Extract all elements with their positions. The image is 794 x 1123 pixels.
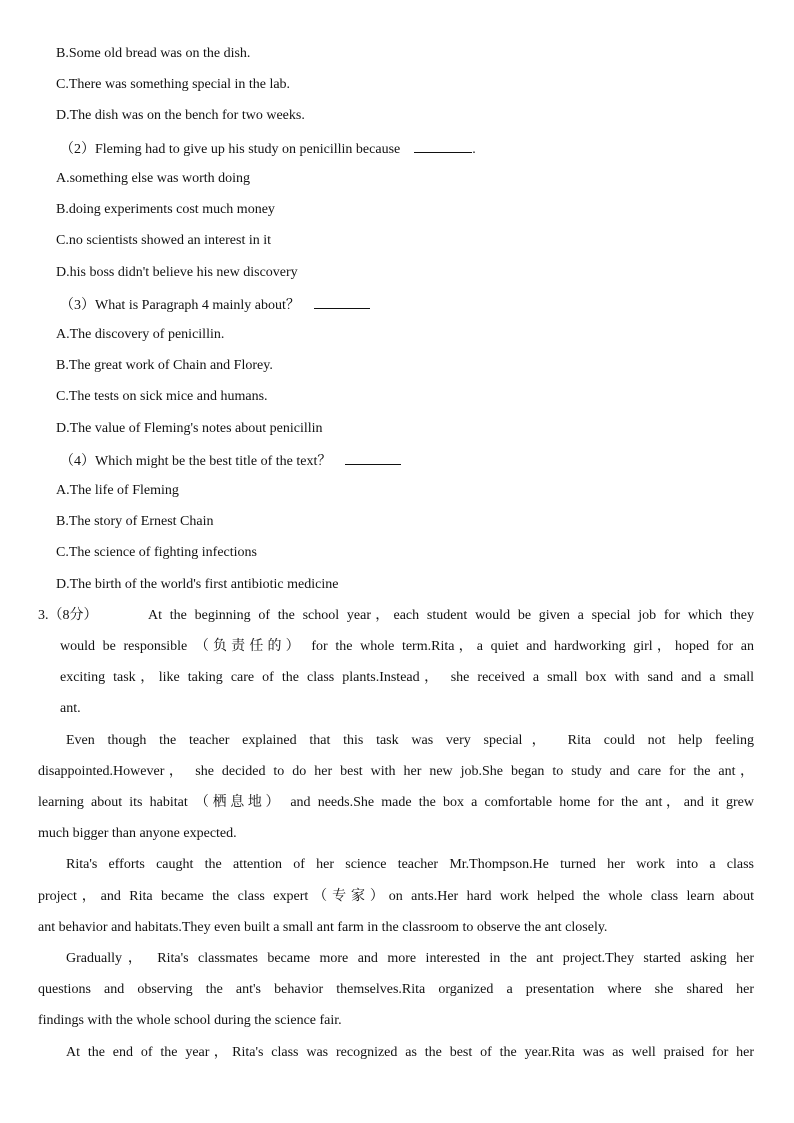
passage-line: project，and Rita became the class expert（专家）on ants.Her hard work helped the whole class learn about: [38, 889, 754, 904]
option-4c: C.The science of fighting infections: [56, 545, 257, 560]
passage-line: Rita's efforts caught the attention of her science teacher Mr.Thompson.He turned her work into a class: [66, 857, 754, 872]
passage-line: questions and observing the ant's behavior themselves.Rita organized a presentation where she shared her: [38, 982, 754, 997]
option-1c: C.There was something special in the lab.: [56, 77, 291, 92]
option-2d: D.his boss didn't believe his new discovery: [56, 265, 298, 280]
passage-line: findings with the whole school during the science fair.: [38, 1013, 342, 1028]
passage-line: Even though the teacher explained that this task was very special， Rita could not help feeling: [66, 733, 754, 748]
option-4d: D.The birth of the world's first antibiotic medicine: [56, 577, 339, 592]
question-4-text: （4）Which might be the best title of the text？: [60, 454, 332, 469]
question-2-tail: .: [472, 142, 476, 157]
question-3-text: （3）What is Paragraph 4 mainly about？: [60, 298, 300, 313]
question-4-stem: [60, 451, 401, 471]
passage-intro-line: exciting task，like taking care of the class plants.Instead， she received a small box with sand and a small: [60, 670, 754, 685]
question-3-stem: [60, 295, 370, 315]
option-2b: B.doing experiments cost much money: [56, 202, 275, 217]
passage-intro-line: At the beginning of the school year，each student would be given a special job for which they: [148, 608, 754, 623]
question-2-text: （2）Fleming had to give up his study on penicillin because: [60, 142, 401, 157]
passage-line: Gradually， Rita's classmates became more and more interested in the ant project.They started asking her: [66, 951, 754, 966]
option-3b: B.The great work of Chain and Florey.: [56, 358, 273, 373]
option-2a: A.something else was worth doing: [56, 171, 251, 186]
passage-line: At the end of the year，Rita's class was recognized as the best of the year.Rita was as well praised for her: [66, 1045, 754, 1060]
question-number: 3.（8分）: [38, 608, 98, 623]
option-4a: A.The life of Fleming: [56, 483, 179, 498]
option-2c: C.no scientists showed an interest in it: [56, 233, 272, 248]
passage-line: learning about its habitat （栖息地） and needs.She made the box a comfortable home for the ant，and it grew: [38, 795, 754, 810]
option-3a: A.The discovery of penicillin.: [56, 327, 225, 342]
option-1b: B.Some old bread was on the dish.: [56, 46, 251, 61]
answer-blank: [414, 139, 472, 153]
option-3d: D.The value of Fleming's notes about penicillin: [56, 421, 323, 436]
answer-blank: [345, 451, 401, 465]
passage-line: much bigger than anyone expected.: [38, 826, 237, 841]
passage-line: disappointed.However， she decided to do her best with her new job.She began to study and care for the ant，: [38, 764, 754, 779]
passage-intro-line: ant.: [60, 701, 81, 716]
option-1d: D.The dish was on the bench for two weeks.: [56, 108, 305, 123]
passage-intro-line: would be responsible （负责任的） for the whole term.Rita，a quiet and hardworking girl，hoped for an: [60, 639, 754, 654]
option-3c: C.The tests on sick mice and humans.: [56, 389, 268, 404]
answer-blank: [314, 295, 370, 309]
option-4b: B.The story of Ernest Chain: [56, 514, 214, 529]
question-2-stem: [60, 139, 476, 159]
passage-line: ant behavior and habitats.They even built a small ant farm in the classroom to observe the ant closely.: [38, 920, 608, 935]
